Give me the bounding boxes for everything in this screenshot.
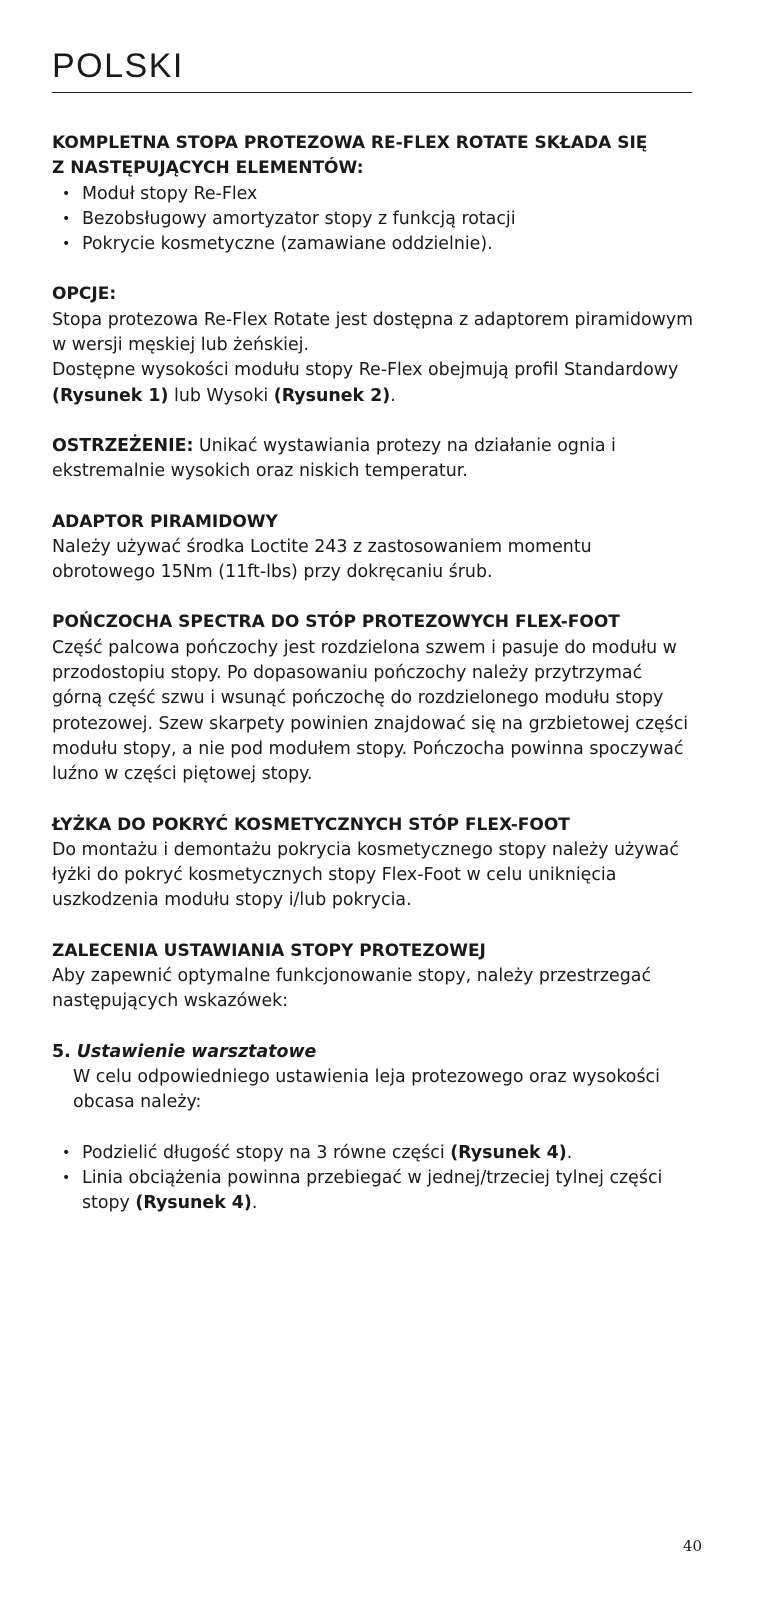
section-step-5 [52,1040,697,1217]
step-number: 5. [52,1041,77,1062]
paragraph: Do montażu i demontażu pokrycia kosmetycznego stopy należy używać łyżki do pokryć kosmetycznych stopy Flex-Foot w celu uniknięcia uszkodzenia modułu stopy i/lub pokrycia. [52,839,679,911]
section-heading: ŁYŻKA DO POKRYĆ KOSMETYCZNYCH STÓP FLEX-FOOT [52,814,570,835]
warning-paragraph [52,434,697,485]
text-run: Podzielić długość stopy na 3 równe części [82,1142,451,1163]
document-body [52,131,697,1216]
text-run: . [390,385,396,406]
warning-label: OSTRZEŻENIE: [52,435,194,456]
step-title: Ustawienie warsztatowe [76,1041,317,1062]
section-cover-spoon [52,813,697,914]
section-alignment [52,939,697,1015]
figure-reference: (Rysunek 4) [450,1142,567,1163]
text-run: . [566,1142,573,1163]
paragraph [52,358,697,409]
title-divider [52,92,692,93]
list-item [52,1141,697,1166]
paragraph: Aby zapewnić optymalne funkcjonowanie stopy, należy przestrzegać następujących wskazówek: [52,966,652,1012]
warning-text: Unikać wystawiania protezy na działanie ognia i ekstremalnie wysokich oraz niskich temperatur. [52,435,616,482]
section-heading: POŃCZOCHA SPECTRA DO STÓP PROTEZOWYCH FLEX-FOOT [52,612,620,633]
section-heading: OPCJE: [52,284,117,305]
section-heading: ZALECENIA USTAWIANIA STOPY PROTEZOWEJ [52,940,486,961]
step-list [52,1141,697,1217]
paragraph: Stopa protezowa Re-Flex Rotate jest dostępna z adaptorem piramidowym w wersji męskiej lub żeńskiej. [52,309,694,356]
heading-line: Z NASTĘPUJĄCYCH ELEMENTÓW: [52,158,364,179]
page-number: 40 [682,1537,702,1555]
paragraph: Część palcowa pończochy jest rozdzielona szwem i pasuje do modułu w przodostopiu stopy. Po dopasowaniu pończochy należy przytrzymać górną część szwu i wsunąć pończochę do rozdzielonego modułu stopy protezowej. Szew skarpety powinien znajdować się na grzbietowej części modułu stopy, a nie pod modułem stopy. Pończocha powinna spoczywać luźno w części piętowej stopy. [52,637,689,785]
list-item: • Pokrycie kosmetyczne (zamawiane oddzielnie). [52,232,697,257]
list-item: • Bezobsługowy amortyzator stopy z funkcją rotacji [52,207,697,232]
figure-reference: (Rysunek 4) [135,1193,252,1214]
figure-reference: (Rysunek 1) [52,385,169,406]
section-options [52,282,697,408]
text-run: Linia obciążenia powinna przebiegać w jednej/trzeciej tylnej części stopy [82,1167,663,1214]
section-heading: ADAPTOR PIRAMIDOWY [52,511,278,532]
step-heading [52,1040,697,1065]
paragraph: Należy używać środka Loctite 243 z zastosowaniem momentu obrotowego 15Nm (11ft-lbs) przy dokręcaniu śrub. [52,536,592,583]
text-run: . [251,1193,258,1214]
list-item [52,1166,697,1217]
section-spectra-sock [52,610,697,787]
section-heading [52,131,697,182]
page-title: POLSKI [52,47,184,85]
components-list [52,182,697,258]
figure-reference: (Rysunek 2) [273,385,391,406]
text-run: lub Wysoki [168,385,274,406]
list-item: • Moduł stopy Re-Flex [52,182,697,207]
section-warning [52,434,697,485]
text-run: Dostępne wysokości modułu stopy Re-Flex obejmują profil Standardowy [52,360,679,381]
section-components [52,131,697,257]
paragraph: W celu odpowiedniego ustawienia leja protezowego oraz wysokości obcasa należy: [73,1066,660,1113]
heading-line: KOMPLETNA STOPA PROTEZOWA RE-FLEX ROTATE SKŁADA SIĘ [52,133,648,153]
section-pyramid-adaptor [52,510,697,586]
